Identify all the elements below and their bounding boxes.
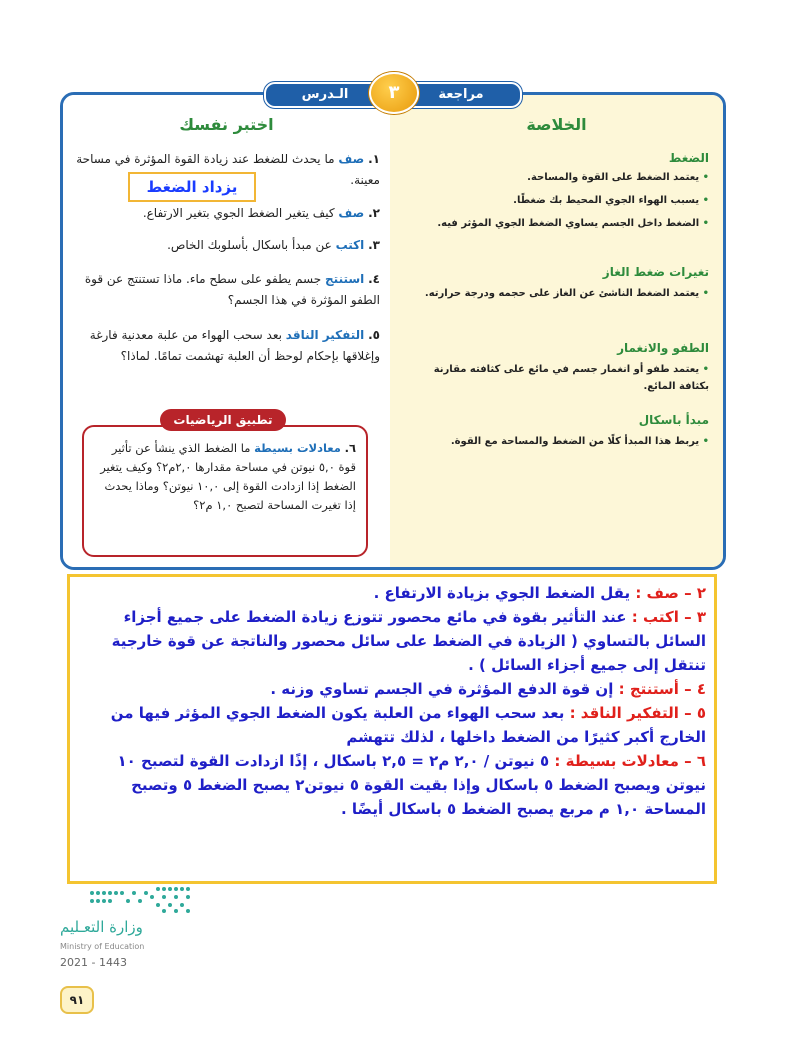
lesson-pill: الـدرس [264,82,386,108]
answer-line-3: ٣ – اكتب : عند التأثير بقوة في مائع محصور تتوزع زيادة الضغط على جميع أجزاء السائل بالتساوي ( الزيادة في الضغط على سائل محصور والناتجة عن قوة خارجية تنتقل إلى جميع أجزاء السائل ) . [111,608,706,674]
answer-line-4: ٤ – أستنتج : إن قوة الدفع المؤثرة في الجسم تساوي وزنه . [270,680,706,698]
summary-heading-pascal: مبدأ باسكال [638,413,709,427]
answers-box [67,574,717,884]
summary-heading-pressure: الضغط [668,151,709,165]
ministry-name-en: Ministry of Education [60,942,145,951]
summary-bullet: • يربط هذا المبدأ كلًا من الضغط والمساحة مع القوة. [450,436,709,447]
summary-title: الخلاصة [526,115,587,134]
summary-heading-gas: تغيرات ضغط الغاز [602,265,709,279]
math-application-box [82,425,368,557]
answer-line-5: ٥ – التفكير الناقد : بعد سحب الهواء من العلبة يكون الضغط الجوي المؤثر فيها من الخارج أكبر كثيرًا من الضغط داخلها ، لذلك تتهشم [110,704,706,746]
lesson-review-banner [264,72,522,112]
review-pill: مراجعة [400,82,522,108]
ministry-logo-icon [86,883,196,915]
lesson-number-badge: ٣ [369,72,419,114]
question-6: ٦. معادلات بسيطة ما الضغط الذي ينشأ عن تأثير قوة ٥,٠ نيوتن في مساحة مقدارها ٢,٠م٢؟ وكيف يتغير الضغط إذا ازدادت القوة إلى ١٠,٠ نيوتن؟ وماذا يحدث إذا تغيرت المساحة لتصبح ١,٠ م٢؟ [100,441,356,512]
math-application-title: تطبيق الرياضيات [160,409,286,431]
summary-bullet: • يعتمد الضغط الناشئ عن الغاز على حجمه ودرجة حرارته. [424,288,709,299]
summary-bullet: • الضغط داخل الجسم يساوي الضغط الجوي المؤثر فيه. [437,218,709,229]
summary-bullet: • يعتمد طفو أو انغمار جسم في مائع على كثافته مقارنة بكثافة المائع. [433,364,709,392]
ministry-name-ar: وزارة التعـليم [60,918,143,936]
answer-line-6: ٦ – معادلات بسيطة : ٥ نيوتن / ٢,٠ م٢ = ٢,٥ باسكال ، إذًا ازدادت القوة لتصبح ١٠ نيوتن ويصبح الضغط ٥ باسكال وإذا بقيت القوة ٥ نيوتن٢ يصبح الضغط ٥ وتصبح المساحة ١,٠ م مربع يصبح الضغط ٥ باسكال أيضًا . [117,752,706,818]
question-2: ٢. صف كيف يتغير الضغط الجوي بتغير الارتفاع. [142,206,380,220]
answer-line-2: ٢ – صف : يقل الضغط الجوي بزيادة الارتفاع . [373,584,706,602]
answer-box-q1: يزداد الضغط [128,172,256,202]
question-3: ٣. اكتب عن مبدأ باسكال بأسلوبك الخاص. [167,238,380,252]
summary-bullet: • يسبب الهواء الجوي المحيط بك ضغطًا. [513,195,709,206]
question-5: ٥. التفكير الناقد بعد سحب الهواء من علبة معدنية فارغة وإغلاقها بإحكام لوحظ أن العلبة تهشمت تمامًا. لماذا؟ [89,328,380,363]
page-number: ٩١ [60,986,94,1014]
question-4: ٤. استنتج جسم يطفو على سطح ماء. ماذا تستنتج عن قوة الطفو المؤثرة في هذا الجسم؟ [84,272,380,307]
summary-heading-buoyancy: الطفو والانغمار [617,341,709,355]
summary-panel [390,95,723,567]
question-1: ١. صف ما يحدث للضغط عند زيادة القوة المؤثرة في مساحة معينة. [76,152,380,187]
self-test-title: اختبر نفسك [179,115,274,134]
summary-bullet: • يعتمد الضغط على القوة والمساحة. [527,172,709,183]
edition-year: 2021 - 1443 [60,956,127,969]
